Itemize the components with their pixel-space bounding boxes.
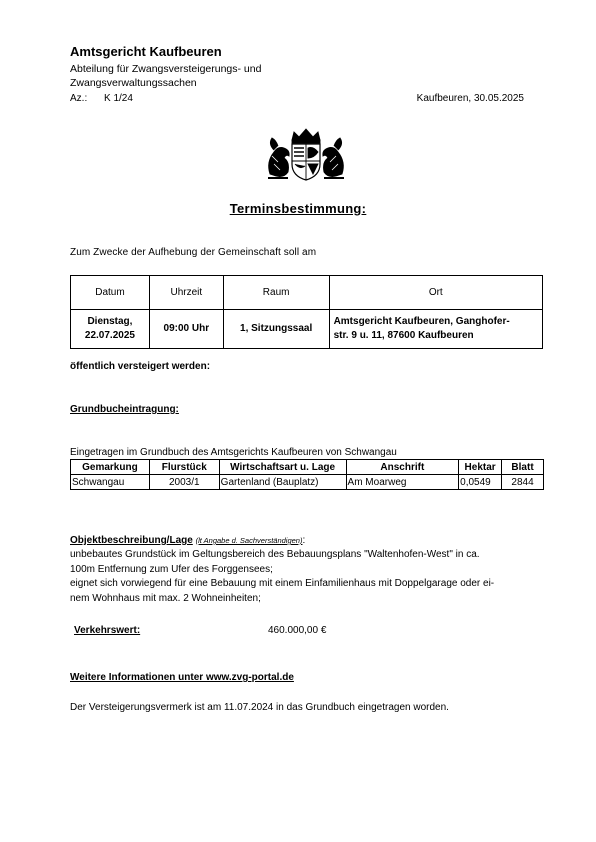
header-datum: Datum xyxy=(71,276,150,310)
appointment-place xyxy=(329,310,542,349)
header-anschrift: Anschrift xyxy=(346,460,459,475)
appointment-time: 09:00 Uhr xyxy=(149,310,223,349)
cell-gemarkung: Schwangau xyxy=(71,475,150,490)
file-number xyxy=(70,93,133,104)
object-line: 100m Entfernung zum Ufer des Forggensees; xyxy=(70,563,273,575)
header-ort: Ort xyxy=(329,276,542,310)
more-info-link[interactable]: Weitere Informationen unter www.zvg-portal.de xyxy=(70,672,294,683)
bavarian-coat-of-arms-icon xyxy=(262,126,350,184)
auction-statement: öffentlich versteigert werden: xyxy=(70,361,211,372)
file-number-label: Az.: xyxy=(70,93,88,104)
appointment-date xyxy=(71,310,150,349)
object-heading-note: (lt Angabe d. Sachverständigen) xyxy=(195,536,303,545)
page-title: Terminsbestimmung: xyxy=(229,201,367,216)
header-flurstueck: Flurstück xyxy=(149,460,219,475)
land-register-intro: Eingetragen im Grundbuch des Amtsgerichts Kaufbeuren von Schwangau xyxy=(70,447,397,458)
cell-anschrift: Am Moarweg xyxy=(346,475,459,490)
market-value: 460.000,00 € xyxy=(268,625,327,636)
object-description xyxy=(70,548,540,606)
cell-blatt: 2844 xyxy=(502,475,544,490)
department-line2: Zwangsverwaltungssachen xyxy=(70,77,197,89)
header-blatt: Blatt xyxy=(502,460,544,475)
place-date: Kaufbeuren, 30.05.2025 xyxy=(416,93,524,104)
cell-flurstueck: 2003/1 xyxy=(149,475,219,490)
table-header-row xyxy=(71,460,544,475)
department-line1: Abteilung für Zwangsversteigerungs- und xyxy=(70,63,262,75)
header-hektar: Hektar xyxy=(459,460,502,475)
table-row xyxy=(71,475,544,490)
auction-note: Der Versteigerungsvermerk ist am 11.07.2024 in das Grundbuch eingetragen worden. xyxy=(70,702,449,713)
court-name: Amtsgericht Kaufbeuren xyxy=(70,44,222,59)
appointment-date-line1: Dienstag, xyxy=(87,316,133,327)
appointment-table xyxy=(70,275,543,349)
object-line: nem Wohnhaus mit max. 2 Wohneinheiten; xyxy=(70,592,261,604)
header-gemarkung: Gemarkung xyxy=(71,460,150,475)
appointment-place-line2: str. 9 u. 11, 87600 Kaufbeuren xyxy=(333,330,474,341)
header-wirtschaftsart: Wirtschaftsart u. Lage xyxy=(219,460,346,475)
header-uhrzeit: Uhrzeit xyxy=(149,276,223,310)
department xyxy=(70,62,330,90)
appointment-place-line1: Amtsgericht Kaufbeuren, Ganghofer- xyxy=(333,316,510,327)
object-line: unbebautes Grundstück im Geltungsbereich des Bebauungsplans "Waltenhofen-West" in ca. xyxy=(70,549,480,560)
header-raum: Raum xyxy=(223,276,329,310)
object-line: eignet sich vorwiegend für eine Bebauung mit einem Einfamilienhaus mit Doppelgarage oder ei- xyxy=(70,578,495,589)
market-value-label: Verkehrswert: xyxy=(74,625,141,636)
cell-wirtschaftsart: Gartenland (Bauplatz) xyxy=(219,475,346,490)
intro-text: Zum Zwecke der Aufhebung der Gemeinschaft soll am xyxy=(70,247,317,258)
cell-hektar: 0,0549 xyxy=(459,475,502,490)
appointment-room: 1, Sitzungssaal xyxy=(223,310,329,349)
object-heading-text: Objektbeschreibung/Lage xyxy=(70,535,193,546)
table-row xyxy=(71,310,543,349)
land-register-table xyxy=(70,459,544,490)
object-heading xyxy=(70,535,305,546)
land-register-heading: Grundbucheintragung: xyxy=(70,404,179,415)
table-header-row xyxy=(71,276,543,310)
file-number-value: K 1/24 xyxy=(104,93,133,104)
object-heading-colon: : xyxy=(302,535,306,546)
appointment-date-line2: 22.07.2025 xyxy=(84,330,135,341)
